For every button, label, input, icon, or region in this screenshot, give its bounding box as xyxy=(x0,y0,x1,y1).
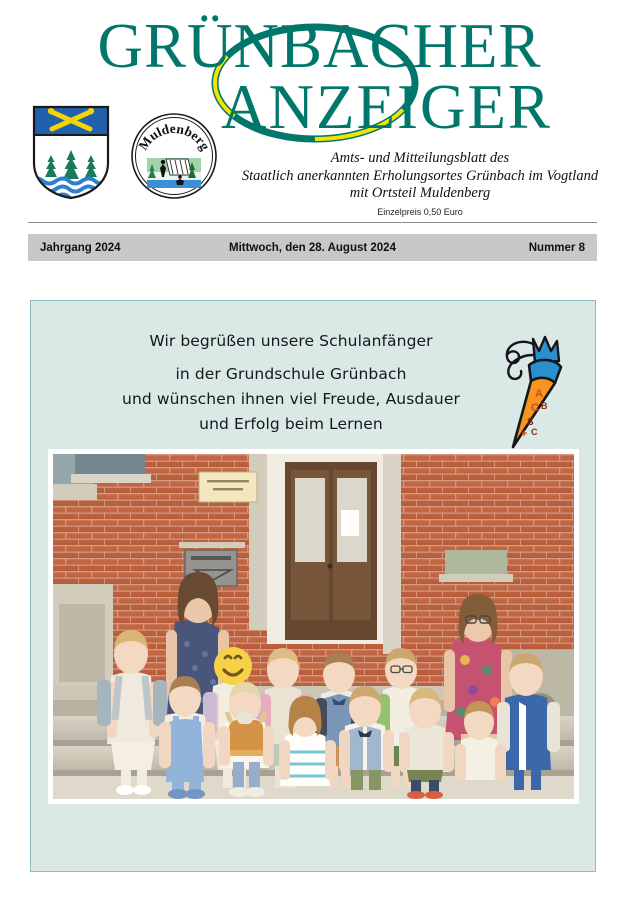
schultuete-letter-C2: C xyxy=(531,427,538,437)
schultuete-letter-A: A xyxy=(535,388,543,400)
greeting-text-block xyxy=(91,329,491,437)
muldenberg-seal-label: Muldenberg xyxy=(135,120,213,153)
masthead-subtitle xyxy=(225,150,615,218)
schultuete-icon xyxy=(469,321,573,451)
issue-date: Mittwoch, den 28. August 2024 xyxy=(228,241,396,254)
schultuete-letter-B: B xyxy=(541,401,548,411)
issue-volume: Jahrgang 2024 xyxy=(40,241,121,254)
issue-number: Nummer 8 xyxy=(528,241,585,254)
subtitle-line-2: Staatlich anerkannten Erholungsortes Grünbach im Vogtland xyxy=(241,167,599,184)
masthead xyxy=(0,0,625,228)
greeting-line-4: und Erfolg beim Lernen xyxy=(199,415,383,433)
paper-title-line-1: GRÜNBACHER xyxy=(97,11,542,81)
gruenbach-coat-of-arms-icon xyxy=(32,105,110,200)
greeting-line-2: in der Grundschule Grünbach xyxy=(175,365,407,383)
subtitle-line-1: Amts- und Mitteilungsblatt des xyxy=(330,150,510,166)
muldenberg-seal-icon xyxy=(130,112,218,200)
swoosh-decoration xyxy=(205,18,425,148)
greeting-line-3: und wünschen ihnen viel Freude, Ausdauer xyxy=(122,390,460,408)
paper-title-line-2: ANZEIGER xyxy=(221,72,552,142)
schultuete-letter-plus: + xyxy=(521,428,528,440)
masthead-divider xyxy=(28,222,597,223)
group-photo-frame xyxy=(48,449,579,804)
schultuete-letter-S: S xyxy=(527,417,534,428)
school-starters-group-photo xyxy=(53,454,574,799)
single-copy-price: Einzelpreis 0,50 Euro xyxy=(377,206,463,217)
subtitle-line-3: mit Ortsteil Muldenberg xyxy=(349,185,491,201)
issue-info-bar xyxy=(28,234,597,261)
schultuete-letter-C: C xyxy=(531,402,539,414)
greeting-line-1: Wir begrüßen unsere Schulanfänger xyxy=(149,332,433,350)
feature-panel xyxy=(30,300,596,872)
